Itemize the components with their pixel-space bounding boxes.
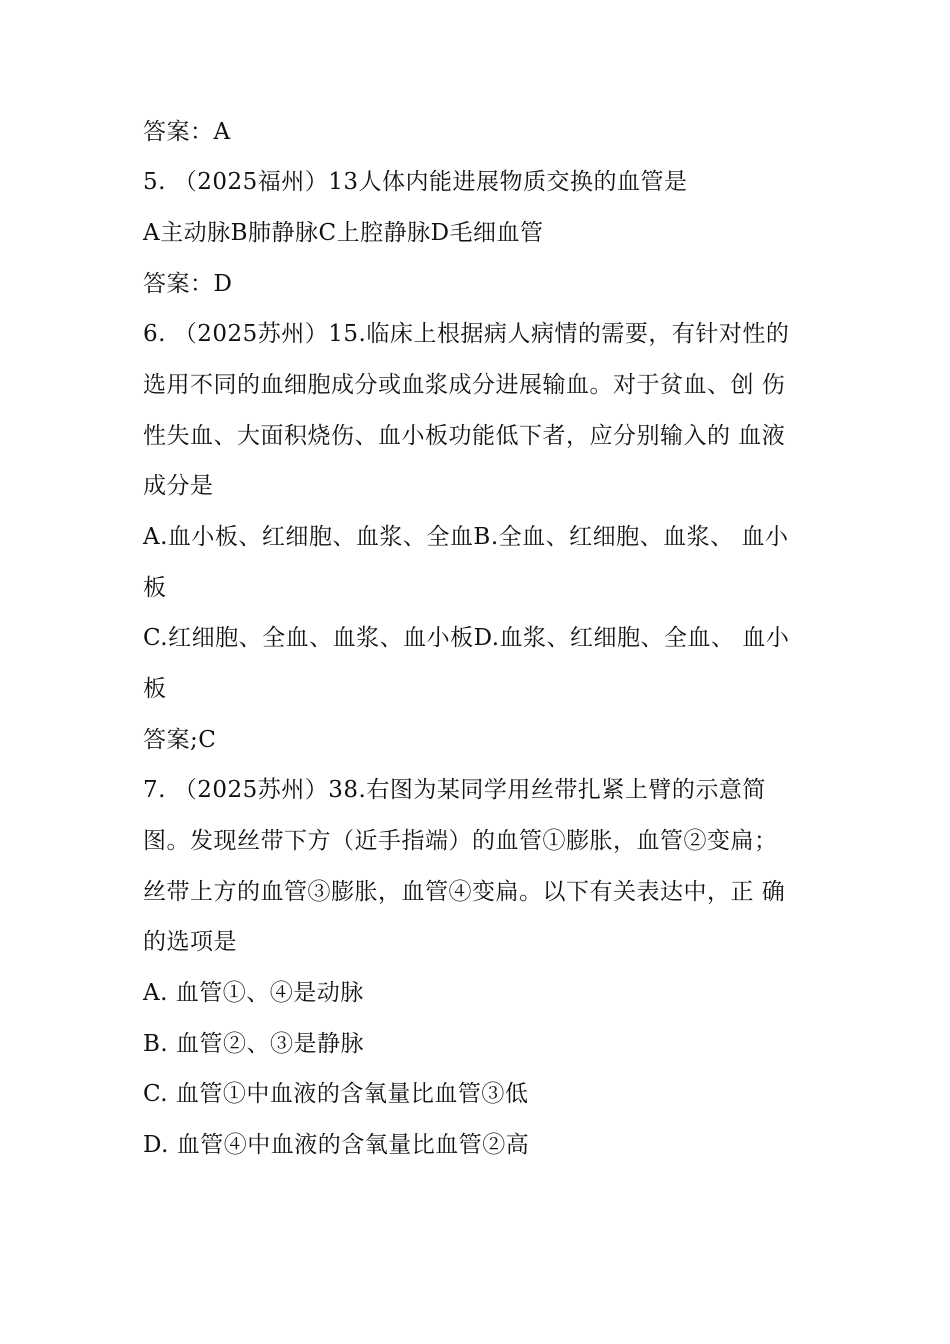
question-7-option-c: C. 血管①中血液的含氧量比血管③低	[143, 1081, 529, 1107]
answer-5: 答案：D	[143, 271, 233, 297]
question-5-options: A主动脉B肺静脉C上腔静脉D毛细血管	[143, 220, 544, 246]
question-6-options-cd-cont: 板	[143, 676, 167, 702]
question-6-options-ab-cont: 板	[143, 575, 167, 601]
question-7-option-d: D. 血管④中血液的含氧量比血管②高	[143, 1132, 530, 1158]
question-6-options-ab: A.血小板、红细胞、血浆、全血B.全血、红细胞、血浆、 血小	[143, 524, 789, 550]
question-7-option-a: A. 血管①、④是动脉	[143, 980, 364, 1006]
question-6-stem-line-2: 选用不同的血细胞成分或血浆成分进展输血。对于贫血、创 伤	[143, 372, 786, 398]
question-6-stem-line-1: 6. （2025苏州）15.临床上根据病人病情的需要，有针对性的	[143, 321, 790, 347]
question-6-options-cd: C.红细胞、全血、血浆、血小板D.血浆、红细胞、全血、 血小	[143, 625, 790, 651]
question-7-stem-line-1: 7. （2025苏州）38.右图为某同学用丝带扎紧上臂的示意简	[143, 777, 766, 803]
answer-6: 答案;C	[143, 727, 217, 753]
answer-4: 答案：A	[143, 119, 231, 145]
question-6-stem-line-3: 性失血、大面积烧伤、血小板功能低下者，应分别输入的 血液	[143, 423, 786, 449]
question-7-stem-line-3: 丝带上方的血管③膨胀，血管④变扁。以下有关表达中，正 确	[143, 879, 786, 905]
question-7-stem-line-2: 图。发现丝带下方（近手指端）的血管①膨胀，血管②变扁；	[143, 828, 778, 854]
question-7-stem-line-4: 的选项是	[143, 929, 237, 955]
question-7-option-b: B. 血管②、③是静脉	[143, 1031, 365, 1057]
question-6-stem-line-4: 成分是	[143, 473, 214, 499]
question-5-stem: 5. （2025福州）13人体内能进展物质交换的血管是	[143, 169, 688, 195]
